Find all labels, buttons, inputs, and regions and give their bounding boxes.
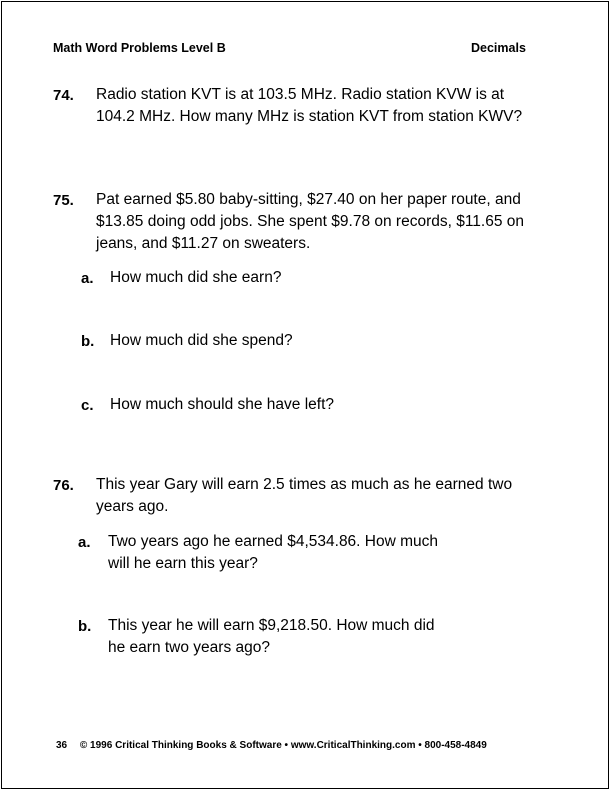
problem-75a-text: How much did she earn?	[110, 269, 282, 286]
page-number: 36	[56, 740, 68, 751]
problem-76a-letter: a.	[78, 534, 91, 551]
text-line: $13.85 doing odd jobs. She spent $9.78 on records, $11.65 on	[96, 213, 525, 230]
problem-74-number: 74.	[53, 87, 74, 104]
text-line: 104.2 MHz. How many MHz is station KVT from station KWV?	[96, 108, 523, 125]
text-line: Pat earned $5.80 baby-sitting, $27.40 on her paper route, and	[96, 191, 521, 208]
page-footer	[56, 740, 487, 751]
problem-76-number: 76.	[53, 477, 74, 494]
problem-76-text	[96, 474, 512, 518]
problem-75-number: 75.	[53, 192, 74, 209]
topic-label: Decimals	[471, 41, 526, 55]
text-line: will he earn this year?	[108, 555, 258, 572]
text-line: This year Gary will earn 2.5 times as much as he earned two	[96, 476, 513, 493]
problem-75c-letter: c.	[81, 397, 94, 414]
problem-75b-letter: b.	[81, 333, 95, 350]
problem-76b-text	[108, 615, 435, 659]
worksheet-title: Math Word Problems Level B	[53, 41, 226, 55]
text-line: Radio station KVT is at 103.5 MHz. Radio station KVW is at	[96, 86, 505, 103]
copyright-notice: © 1996 Critical Thinking Books & Software • www.CriticalThinking.com • 800-458-4849	[79, 740, 487, 751]
text-line: jeans, and $11.27 on sweaters.	[96, 235, 311, 252]
problem-75-text	[96, 189, 524, 255]
problem-75b-text: How much did she spend?	[110, 332, 293, 349]
text-line: This year he will earn $9,218.50. How much did	[108, 617, 435, 634]
problem-75a-letter: a.	[81, 270, 94, 287]
text-line: years ago.	[96, 498, 169, 515]
problem-76a-text	[108, 531, 438, 575]
problem-75c-text: How much should she have left?	[110, 396, 335, 413]
problem-76b-letter: b.	[78, 618, 92, 635]
problem-74-text	[96, 84, 522, 128]
text-line: Two years ago he earned $4,534.86. How much	[108, 533, 439, 550]
text-line: he earn two years ago?	[108, 639, 270, 656]
